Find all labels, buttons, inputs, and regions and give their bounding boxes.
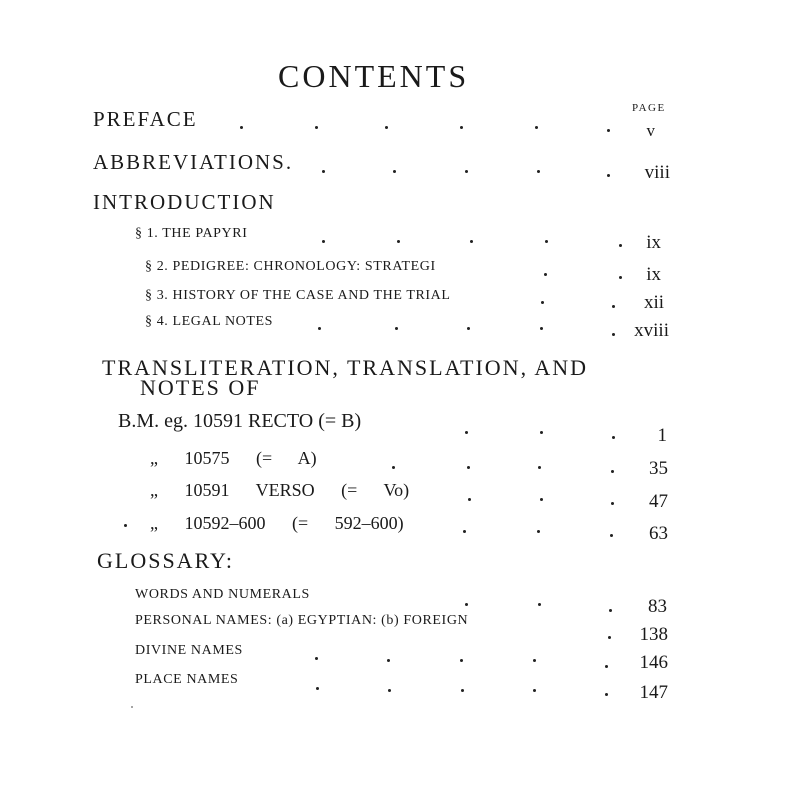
- entry-label: PLACE NAMES: [135, 672, 239, 687]
- entry-page: 147: [639, 682, 668, 703]
- entry-label: „ 10591 VERSO (= Vo): [150, 480, 410, 500]
- entry-label: „ 10592–600 (= 592–600): [150, 513, 404, 533]
- entry-label: „ 10575 (= A): [150, 448, 317, 468]
- section-heading: GLOSSARY:: [97, 548, 235, 573]
- entry-label: § 4. LEGAL NOTES: [145, 314, 274, 329]
- entry-label: DIVINE NAMES: [135, 643, 243, 658]
- entry-page: viii: [644, 162, 670, 183]
- entry-page: xii: [643, 292, 664, 313]
- entry-page: 35: [649, 458, 668, 479]
- entry-label: § 3. HISTORY OF THE CASE AND THE TRIAL: [145, 288, 451, 303]
- section-heading-line2: NOTES OF: [140, 375, 261, 400]
- page-column-header: PAGE: [632, 102, 666, 114]
- entry-page: 1: [657, 425, 667, 446]
- entry-page: xviii: [634, 320, 669, 341]
- section-heading: INTRODUCTION: [93, 190, 276, 214]
- entry-label: PREFACE: [93, 107, 198, 131]
- entry-label: ABBREVIATIONS.: [93, 150, 294, 174]
- entry-label: B.M. eg. 10591 RECTO (= B): [118, 410, 362, 432]
- section-heading-line1: TRANSLITERATION, TRANSLATION, AND: [102, 355, 589, 380]
- entry-label: PERSONAL NAMES: (a) EGYPTIAN: (b) FOREIGN: [135, 613, 469, 628]
- entry-page: 83: [648, 596, 667, 617]
- entry-page: 47: [649, 491, 668, 512]
- entry-label: § 1. THE PAPYRI: [135, 226, 248, 241]
- entry-page: 63: [649, 523, 668, 544]
- entry-label: WORDS AND NUMERALS: [135, 587, 310, 602]
- entry-label: § 2. PEDIGREE: CHRONOLOGY: STRATEGI: [145, 259, 436, 274]
- stray-mark: [131, 706, 133, 708]
- entry-page: 138: [639, 624, 668, 645]
- entry-page: ix: [646, 232, 661, 253]
- entry-page: v: [646, 121, 655, 140]
- entry-page: 146: [639, 652, 668, 673]
- entry-page: ix: [646, 264, 661, 285]
- contents-title: CONTENTS: [278, 58, 470, 94]
